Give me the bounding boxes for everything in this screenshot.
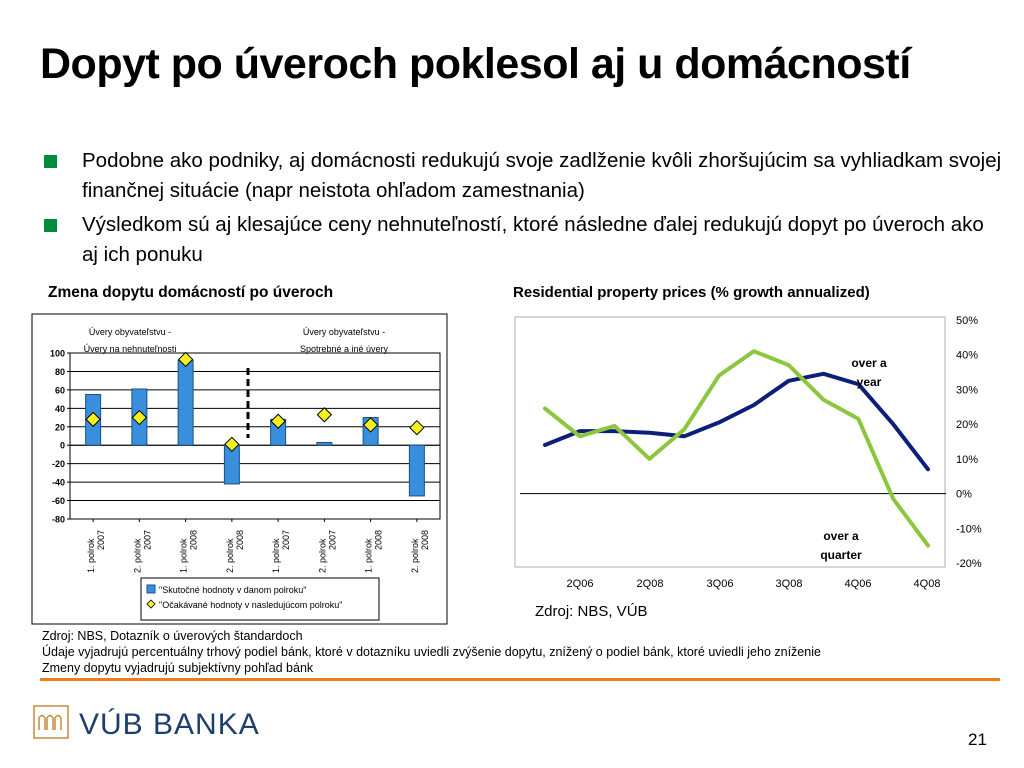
group-label-line2: Spotrebné a iné úvery (299, 344, 389, 354)
series-label-over-a-quarter-line1: over a (823, 529, 859, 543)
y-tick-label: 20% (956, 419, 979, 432)
bar-chart (30, 300, 450, 630)
x-tick-label-line1: 2. polrok (409, 538, 420, 573)
y-tick-label: 50% (956, 315, 979, 327)
line-chart-frame (515, 317, 945, 567)
y-tick-label: -10% (956, 523, 982, 536)
bullet-list (44, 146, 1004, 274)
x-tick-label: 2Q06 (566, 578, 594, 590)
group-label-line2: Úvery na nehnuteľnosti (83, 344, 177, 354)
y-tick-label: -20% (956, 558, 982, 570)
footnotes (42, 628, 821, 676)
legend-label: "Skutočné hodnoty v danom polroku" (159, 585, 307, 595)
legend-bar-swatch (147, 585, 155, 593)
plot-area (70, 353, 440, 519)
x-tick-label-line1: 1. polrok (363, 538, 374, 573)
y-tick-label: 30% (956, 384, 979, 397)
line-chart-title: Residential property prices (% growth annualized) (513, 284, 870, 301)
bar (409, 445, 424, 496)
vub-logo (33, 700, 293, 749)
x-tick-label: 2Q08 (636, 578, 664, 590)
y-tick-label: 0 (59, 440, 65, 451)
y-tick-label: 40% (956, 349, 979, 362)
x-tick-label-line2: 2008 (419, 529, 430, 550)
x-tick-label-line2: 2008 (234, 529, 245, 550)
footnote: Údaje vyjadrujú percentuálny trhový podiel bánk, ktoré v dotazníku uviedli zvýšenie dopytu, znížený o podiel bánk, ktoré uviedli jeho zníženie (42, 645, 821, 659)
x-tick-label-line1: 2. polrok (224, 538, 235, 573)
bullet-square-icon (44, 219, 57, 232)
series-label-over-a-quarter-line2: quarter (820, 548, 862, 562)
x-tick-label: 4Q06 (844, 578, 872, 590)
page-number: 21 (968, 730, 987, 749)
y-tick-label: 40 (54, 403, 65, 414)
vub-logo-text: VÚB BANKA (79, 708, 260, 741)
vub-logo-icon (34, 706, 68, 738)
x-tick-label-line1: 1. polrok (178, 538, 189, 573)
y-tick-label: 10% (956, 453, 979, 466)
line-chart-source: Zdroj: NBS, VÚB (535, 603, 648, 620)
x-tick-label-line1: 1. polrok (86, 538, 97, 573)
bar (178, 360, 193, 445)
legend-label: "Očakávané hodnoty v nasledujúcom polroku" (159, 600, 343, 610)
bar (317, 442, 332, 445)
y-tick-label: 80 (54, 366, 65, 377)
y-tick-label: 0% (956, 488, 972, 501)
bullet-text: Podobne ako podniky, aj domácnosti redukujú svoje zadlženie kvôli zhoršujúcim sa vyhliadkam svojej finančnej situácie (napr neistota ohľadom zamestnania) (82, 149, 1002, 202)
footer-divider (40, 678, 1000, 681)
y-tick-label: 60 (54, 385, 65, 396)
bullet-square-icon (44, 155, 57, 168)
x-tick-label-line1: 2. polrok (317, 538, 328, 573)
x-tick-label-line2: 2007 (96, 529, 107, 550)
line-chart (510, 305, 990, 605)
x-tick-label-line1: 2. polrok (132, 538, 143, 573)
x-tick-label: 3Q06 (706, 578, 734, 590)
series-label-over-a-year-line2: year (856, 375, 882, 389)
y-tick-label: 100 (49, 348, 65, 359)
x-tick-label-line2: 2008 (188, 529, 199, 550)
x-tick-label: 3Q08 (775, 578, 803, 590)
group-label-line1: Úvery obyvateľstvu - (88, 327, 172, 337)
y-tick-label: -40 (51, 477, 65, 488)
x-tick-label-line1: 1. polrok (271, 538, 282, 573)
y-tick-label: -80 (51, 514, 65, 525)
bullet-text: Výsledkom sú aj klesajúce ceny nehnuteľností, ktoré následne ďalej redukujú dopyt po úveroch ako aj ich ponuku (82, 213, 984, 266)
x-tick-label-line2: 2008 (373, 529, 384, 550)
x-tick-label-line2: 2007 (142, 529, 153, 550)
bullet-item (44, 210, 1004, 270)
y-tick-label: 20 (54, 422, 65, 433)
footnote: Zmeny dopytu vyjadrujú subjektívny pohľad bánk (42, 661, 314, 675)
bar-legend (141, 578, 379, 620)
x-tick-label-line2: 2007 (281, 529, 292, 550)
group-label-line1: Úvery obyvateľstvu - (302, 327, 386, 337)
x-tick-label: 4Q08 (913, 578, 941, 590)
y-tick-label: -20 (51, 459, 65, 470)
x-tick-label-line2: 2007 (327, 529, 338, 550)
series-label-over-a-year-line1: over a (851, 356, 887, 370)
bullet-item (44, 146, 1004, 206)
slide-title: Dopyt po úveroch poklesol aj u domácností (40, 40, 911, 88)
bar-chart-title: Zmena dopytu domácností po úveroch (48, 284, 334, 301)
footnote: Zdroj: NBS, Dotazník o úverových štandardoch (42, 629, 303, 643)
y-tick-label: -60 (51, 496, 65, 507)
